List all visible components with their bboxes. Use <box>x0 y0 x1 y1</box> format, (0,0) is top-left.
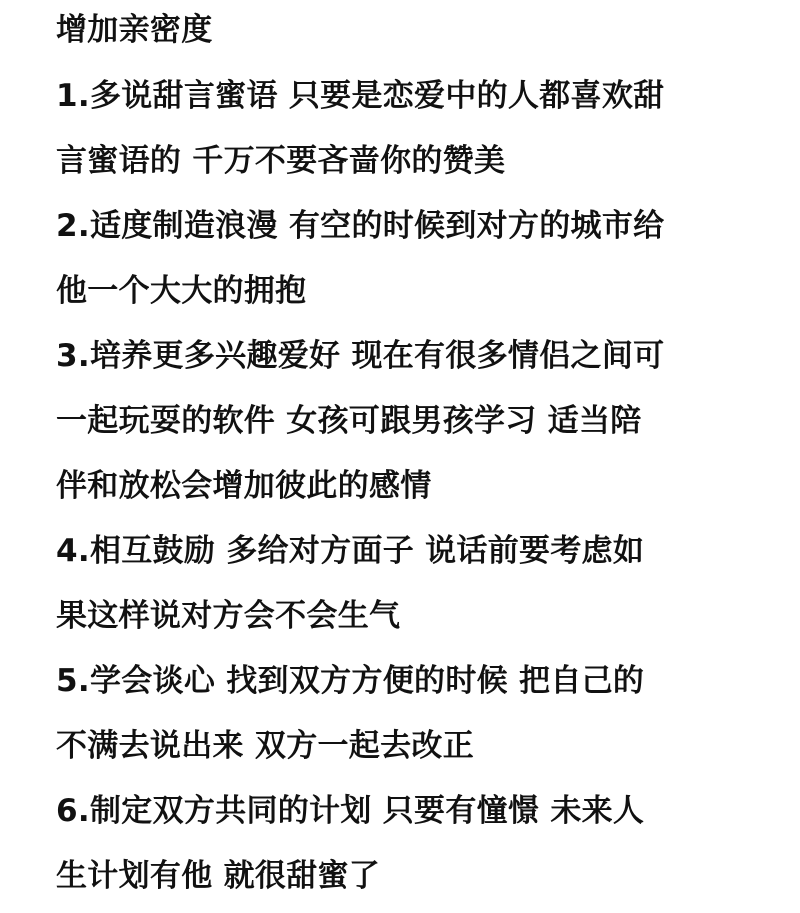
text-line: 言蜜语的 千万不要吝啬你的赞美 <box>56 143 506 179</box>
text-line: 他一个大大的拥抱 <box>56 273 307 309</box>
text-line: 4.相互鼓励 多给对方面子 说话前要考虑如 <box>56 533 645 569</box>
text-line: 伴和放松会增加彼此的感情 <box>56 468 432 504</box>
text-line: 不满去说出来 双方一起去改正 <box>56 728 474 764</box>
document-title: 增加亲密度 <box>56 12 213 48</box>
text-line: 一起玩耍的软件 女孩可跟男孩学习 适当陪 <box>56 403 642 439</box>
text-line: 3.培养更多兴趣爱好 现在有很多情侣之间可 <box>56 338 665 374</box>
text-line: 2.适度制造浪漫 有空的时候到对方的城市给 <box>56 208 665 244</box>
text-line: 6.制定双方共同的计划 只要有憧憬 未来人 <box>56 793 645 829</box>
text-line: 1.多说甜言蜜语 只要是恋爱中的人都喜欢甜 <box>56 78 665 114</box>
text-line: 生计划有他 就很甜蜜了 <box>56 858 381 894</box>
text-line: 果这样说对方会不会生气 <box>56 598 401 634</box>
text-line: 5.学会谈心 找到双方方便的时候 把自己的 <box>56 663 645 699</box>
